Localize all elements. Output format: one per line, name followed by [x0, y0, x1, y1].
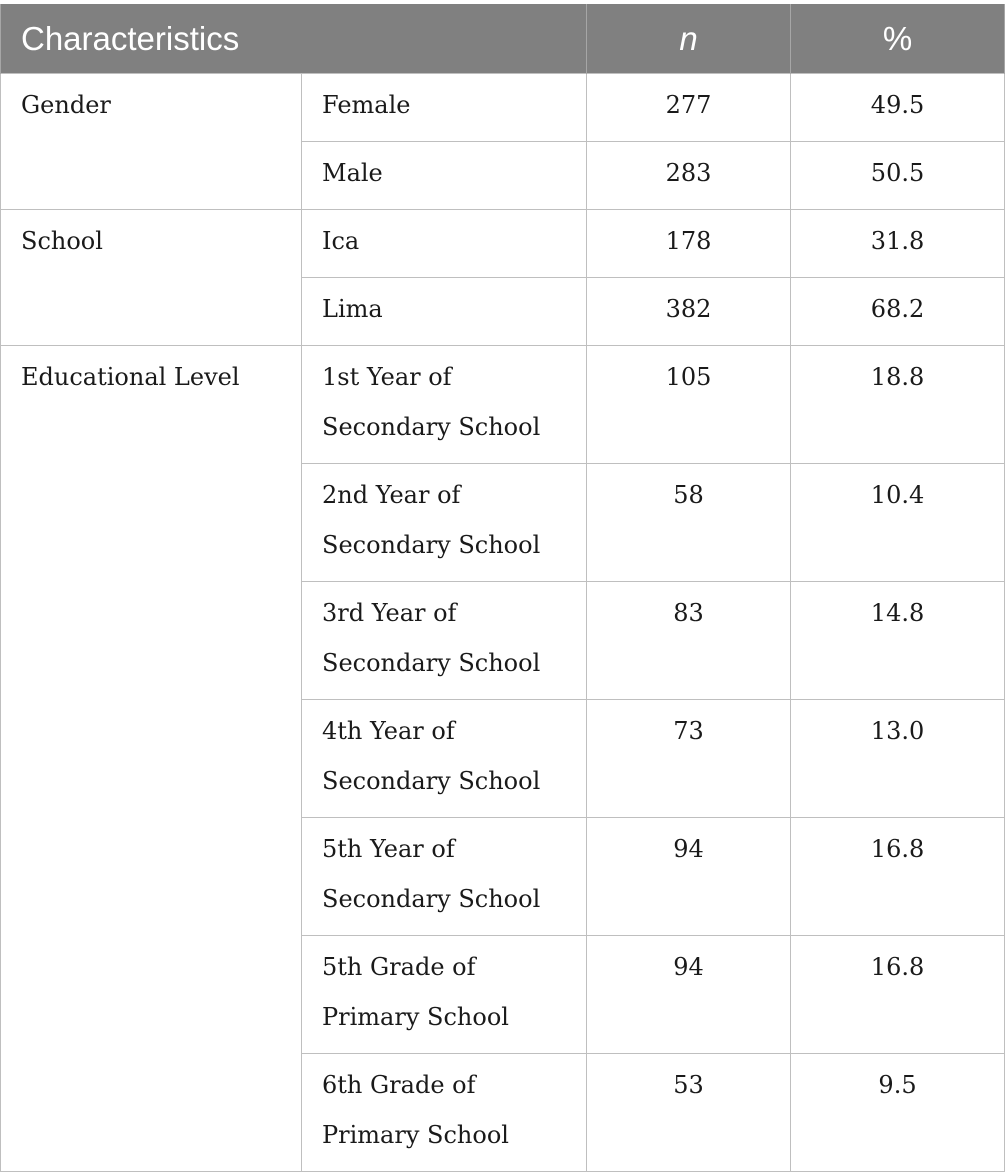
row-n: 94: [587, 818, 791, 936]
row-label: Female: [302, 74, 587, 142]
row-n: 83: [587, 582, 791, 700]
row-percent: 16.8: [791, 818, 1005, 936]
row-percent: 50.5: [791, 142, 1005, 210]
row-label: 6th Grade of Primary School: [302, 1054, 587, 1172]
row-percent: 68.2: [791, 278, 1005, 346]
row-percent: 49.5: [791, 74, 1005, 142]
table-row: [1, 74, 1005, 142]
table-row: [1, 210, 1005, 278]
row-percent: 13.0: [791, 700, 1005, 818]
row-percent: 16.8: [791, 936, 1005, 1054]
group-label-educational-level: Educational Level: [1, 346, 302, 1172]
row-label: 3rd Year of Secondary School: [302, 582, 587, 700]
row-n: 105: [587, 346, 791, 464]
header-percent: %: [791, 4, 1005, 74]
row-label: 1st Year of Secondary School: [302, 346, 587, 464]
row-n: 283: [587, 142, 791, 210]
row-label: 5th Grade of Primary School: [302, 936, 587, 1054]
row-n: 277: [587, 74, 791, 142]
header-row: [1, 4, 1005, 74]
row-label: 4th Year of Secondary School: [302, 700, 587, 818]
row-percent: 10.4: [791, 464, 1005, 582]
row-n: 73: [587, 700, 791, 818]
row-label: Lima: [302, 278, 587, 346]
table-row: [1, 346, 1005, 464]
group-label-school: School: [1, 210, 302, 346]
header-n: n: [587, 4, 791, 74]
row-label: 5th Year of Secondary School: [302, 818, 587, 936]
header-characteristics: Characteristics: [1, 4, 587, 74]
row-n: 53: [587, 1054, 791, 1172]
row-label: Male: [302, 142, 587, 210]
row-n: 94: [587, 936, 791, 1054]
row-percent: 18.8: [791, 346, 1005, 464]
group-label-gender: Gender: [1, 74, 302, 210]
row-n: 178: [587, 210, 791, 278]
row-n: 58: [587, 464, 791, 582]
row-n: 382: [587, 278, 791, 346]
row-label: 2nd Year of Secondary School: [302, 464, 587, 582]
row-percent: 31.8: [791, 210, 1005, 278]
row-percent: 14.8: [791, 582, 1005, 700]
characteristics-table: [0, 4, 1005, 1172]
row-percent: 9.5: [791, 1054, 1005, 1172]
row-label: Ica: [302, 210, 587, 278]
